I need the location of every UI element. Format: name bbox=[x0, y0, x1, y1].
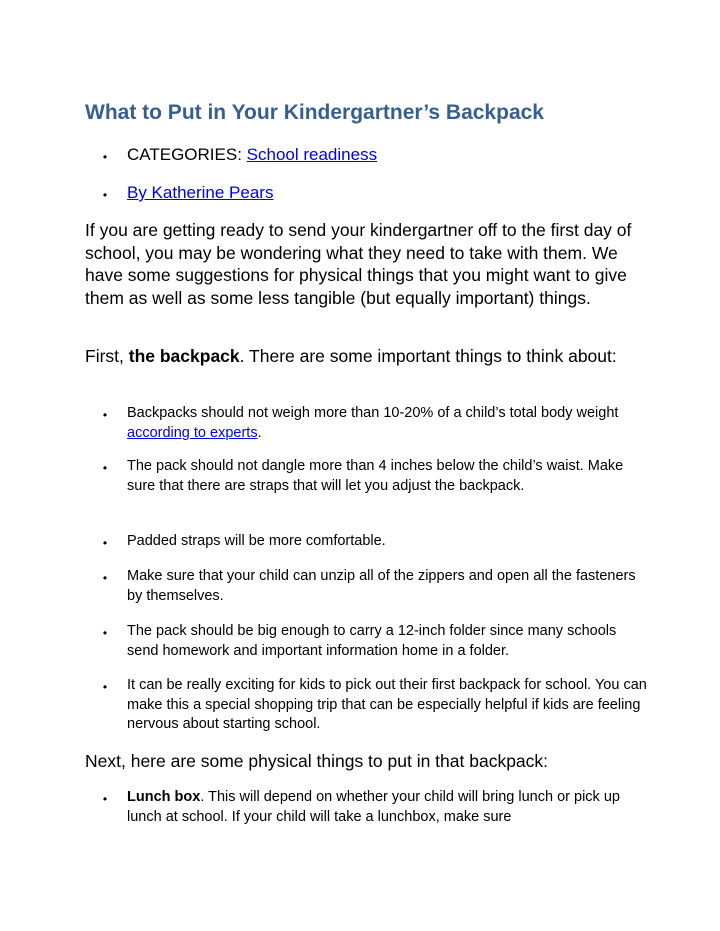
first-lead: First, bbox=[85, 346, 129, 366]
next-paragraph: Next, here are some physical things to put in that backpack: bbox=[85, 751, 549, 771]
bullet-icon: • bbox=[102, 792, 108, 806]
bullet-icon: • bbox=[102, 150, 108, 164]
list-item: The pack should be big enough to carry a 12-inch folder since many schools send homework and important information home in a folder. bbox=[127, 623, 617, 659]
bullet-icon: • bbox=[102, 536, 108, 550]
first-bold: the backpack bbox=[128, 346, 240, 366]
list-item: Padded straps will be more comfortable. bbox=[127, 533, 386, 549]
bullet-icon: • bbox=[102, 408, 108, 422]
list-item bbox=[127, 404, 647, 443]
experts-link[interactable]: according to experts bbox=[127, 424, 258, 441]
author-line bbox=[127, 181, 273, 205]
category-link[interactable]: School readiness bbox=[246, 145, 378, 164]
first-rest: . There are some important things to think about: bbox=[239, 346, 617, 366]
categories-label: CATEGORIES: bbox=[127, 145, 247, 164]
lunch-box-text: . This will depend on whether your child will bring lunch or pick up lunch at school. If your child will take a lunchbox, make sure bbox=[127, 789, 620, 825]
author-link[interactable]: By Katherine Pears bbox=[127, 183, 274, 202]
list-item: It can be really exciting for kids to pick out their first backpack for school. You can make this a special shopping trip that can be especially helpful if kids are feeling nervous about starting school. bbox=[127, 677, 647, 732]
article-title: What to Put in Your Kindergartner’s Backpack bbox=[85, 101, 544, 124]
bullet-icon: • bbox=[102, 461, 108, 475]
first-paragraph bbox=[85, 345, 645, 368]
intro-paragraph: If you are getting ready to send your kindergartner off to the first day of school, you may be wondering what they need to take with them. We have some suggestions for physical things that you might want to give them as well as some less tangible (but equally important) things. bbox=[85, 220, 632, 308]
bullet-icon: • bbox=[102, 188, 108, 202]
tip-text: Backpacks should not weigh more than 10-20% of a child’s total body weight bbox=[127, 405, 619, 421]
bullet-icon: • bbox=[102, 680, 108, 694]
categories-line bbox=[127, 143, 377, 167]
bullet-icon: • bbox=[102, 626, 108, 640]
bullet-icon: • bbox=[102, 571, 108, 585]
list-item: The pack should not dangle more than 4 inches below the child’s waist. Make sure that there are straps that will let you adjust the backpack. bbox=[127, 458, 624, 494]
list-item bbox=[127, 788, 647, 827]
list-item: Make sure that your child can unzip all of the zippers and open all the fasteners by themselves. bbox=[127, 568, 636, 604]
tip-suffix: . bbox=[257, 424, 262, 441]
lunch-box-bold: Lunch box bbox=[127, 789, 201, 805]
